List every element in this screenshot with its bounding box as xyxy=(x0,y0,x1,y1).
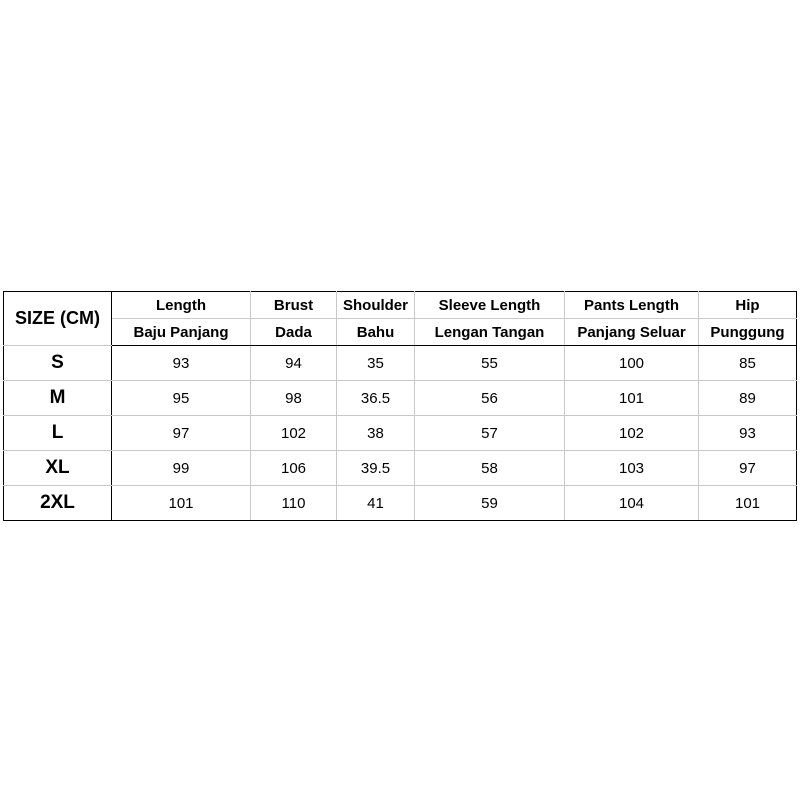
table-cell: 110 xyxy=(251,486,337,521)
table-row xyxy=(4,451,797,486)
table-cell: 39.5 xyxy=(337,451,415,486)
table-cell: 106 xyxy=(251,451,337,486)
table-cell: 97 xyxy=(699,451,797,486)
table-cell: 102 xyxy=(565,416,699,451)
size-label: XL xyxy=(4,451,112,486)
table-cell: 59 xyxy=(415,486,565,521)
column-header-length: Length xyxy=(112,292,251,319)
table-cell: 93 xyxy=(112,346,251,381)
table-row xyxy=(4,381,797,416)
header-row-english xyxy=(4,292,797,319)
table-cell: 38 xyxy=(337,416,415,451)
table-cell: 102 xyxy=(251,416,337,451)
table-cell: 97 xyxy=(112,416,251,451)
size-label: L xyxy=(4,416,112,451)
table-cell: 101 xyxy=(699,486,797,521)
column-header-brust: Brust xyxy=(251,292,337,319)
column-subheader-panjang-seluar: Panjang Seluar xyxy=(565,319,699,346)
size-label: 2XL xyxy=(4,486,112,521)
table-cell: 57 xyxy=(415,416,565,451)
table-cell: 104 xyxy=(565,486,699,521)
table-cell: 100 xyxy=(565,346,699,381)
table-cell: 56 xyxy=(415,381,565,416)
header-row-malay xyxy=(4,319,797,346)
table-row xyxy=(4,346,797,381)
column-subheader-baju-panjang: Baju Panjang xyxy=(112,319,251,346)
column-header-hip: Hip xyxy=(699,292,797,319)
table-cell: 89 xyxy=(699,381,797,416)
table-row xyxy=(4,486,797,521)
table-cell: 99 xyxy=(112,451,251,486)
column-header-sleeve-length: Sleeve Length xyxy=(415,292,565,319)
table-cell: 41 xyxy=(337,486,415,521)
table-cell: 101 xyxy=(565,381,699,416)
column-subheader-bahu: Bahu xyxy=(337,319,415,346)
table-cell: 95 xyxy=(112,381,251,416)
table-cell: 98 xyxy=(251,381,337,416)
table-cell: 36.5 xyxy=(337,381,415,416)
size-label: S xyxy=(4,346,112,381)
column-subheader-lengan-tangan: Lengan Tangan xyxy=(415,319,565,346)
table-cell: 35 xyxy=(337,346,415,381)
column-header-pants-length: Pants Length xyxy=(565,292,699,319)
table-row xyxy=(4,416,797,451)
table-cell: 94 xyxy=(251,346,337,381)
table-cell: 101 xyxy=(112,486,251,521)
column-subheader-punggung: Punggung xyxy=(699,319,797,346)
table-cell: 103 xyxy=(565,451,699,486)
table-cell: 93 xyxy=(699,416,797,451)
size-label: M xyxy=(4,381,112,416)
table-cell: 85 xyxy=(699,346,797,381)
table-cell: 55 xyxy=(415,346,565,381)
size-column-title: SIZE (CM) xyxy=(4,292,112,346)
size-chart-table xyxy=(3,291,797,521)
table-cell: 58 xyxy=(415,451,565,486)
column-subheader-dada: Dada xyxy=(251,319,337,346)
column-header-shoulder: Shoulder xyxy=(337,292,415,319)
